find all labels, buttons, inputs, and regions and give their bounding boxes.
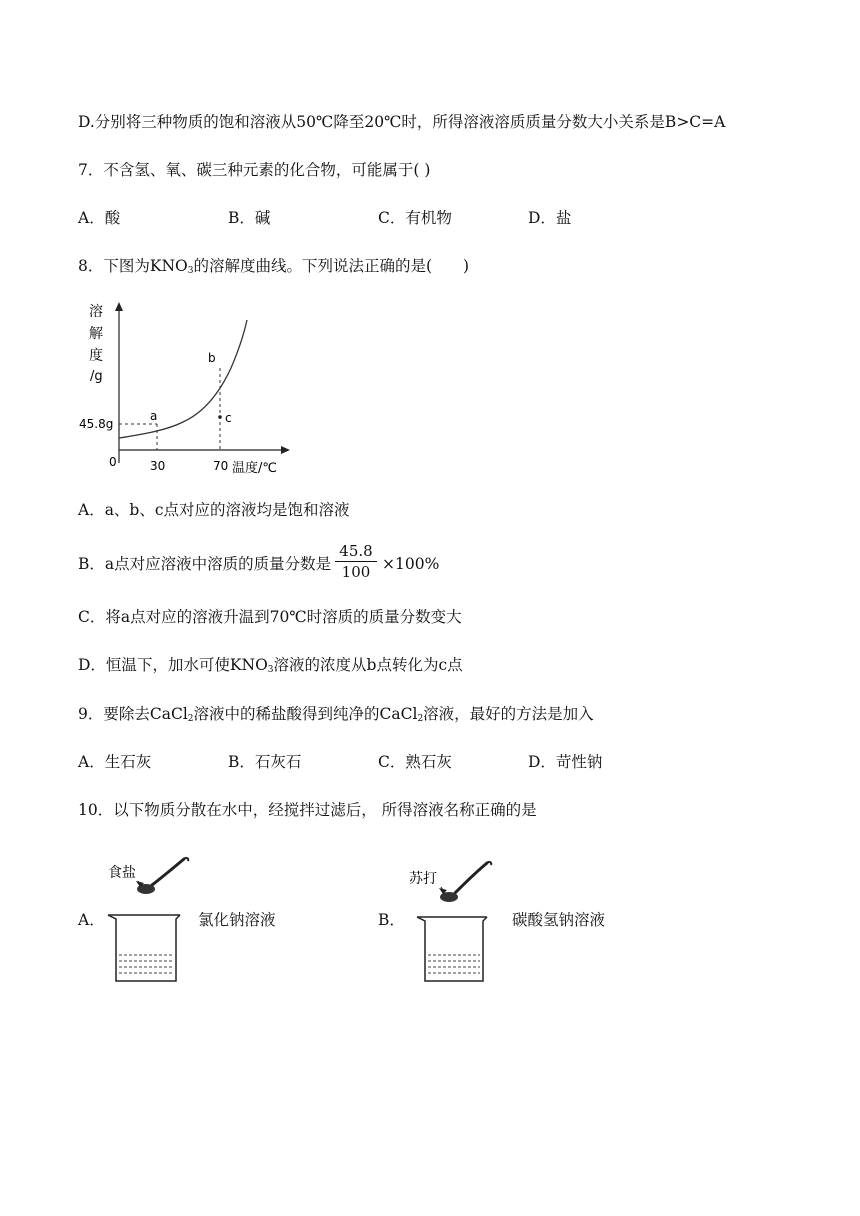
q8-option-d: D．恒温下，加水可使$KNO_3$溶液的浓度从b点转化为c点 xyxy=(78,656,463,675)
x-axis-arrow xyxy=(281,446,290,454)
q8-option-b-fraction xyxy=(335,542,377,581)
beaker-icon xyxy=(108,915,180,981)
q10-option-b-text: 碳酸氢钠溶液 xyxy=(512,911,606,929)
xlabel: 温度/℃ xyxy=(232,461,277,476)
ylabel-char-2: 解 xyxy=(89,326,103,342)
point-b-label: b xyxy=(208,351,216,365)
q7-option-c: C．有机物 xyxy=(378,209,452,227)
origin-label: 0 xyxy=(109,455,117,469)
q8-stem: 8．下图为$KNO_3$的溶解度曲线。下列说法正确的是( ) xyxy=(78,257,470,276)
q7-option-a: A．酸 xyxy=(78,209,121,227)
q7-option-b: B．碱 xyxy=(228,209,271,227)
fraction-bar xyxy=(335,561,377,562)
spoon-label-b: 苏打 xyxy=(409,871,437,887)
q8-option-c: C．将a点对应的溶液升温到70℃时溶质的质量分数变大 xyxy=(78,608,462,626)
ylabel-unit: /g xyxy=(90,369,103,384)
point-a-label: a xyxy=(150,409,158,423)
q9-stem: 9．要除去CaCl$_2$溶液中的稀盐酸得到纯净的CaCl$_2$溶液，最好的方法是加入 xyxy=(78,705,594,724)
point-c-label: c xyxy=(225,411,232,425)
point-c-dot xyxy=(218,415,222,419)
q6-option-d: D.分别将三种物质的饱和溶液从50℃降至20℃时，所得溶液溶质质量分数大小关系是B>C=A xyxy=(78,113,726,131)
q10-stem: 10．以下物质分散在水中，经搅拌过滤后， 所得溶液名称正确的是 xyxy=(78,801,537,819)
ylabel-char-1: 溶 xyxy=(89,304,103,320)
fraction-denominator: 100 xyxy=(341,563,371,581)
beaker-salt-illustration xyxy=(100,855,200,985)
q9-option-d: D．苛性钠 xyxy=(528,753,603,771)
ylabel-char-3: 度 xyxy=(89,348,103,364)
q8-option-a: A．a、b、c点对应的溶液均是饱和溶液 xyxy=(78,501,350,519)
q7-stem: 7．不含氢、氧、碳三种元素的化合物，可能属于( ) xyxy=(78,161,431,179)
ytick-45-8: 45.8g xyxy=(79,417,114,431)
xtick-70: 70 xyxy=(213,459,229,473)
y-axis-arrow xyxy=(115,302,123,311)
q7-option-d: D．盐 xyxy=(528,209,572,227)
q8-option-b-text: B．a点对应溶液中溶质的质量分数是 xyxy=(78,555,332,573)
beaker-icon xyxy=(417,917,487,981)
q10-option-a-letter: A． xyxy=(78,911,105,929)
q8-option-b-suffix: ×100% xyxy=(382,555,440,573)
xtick-30: 30 xyxy=(150,459,166,473)
fraction-numerator: 45.8 xyxy=(339,542,373,560)
q9-option-b: B．石灰石 xyxy=(228,753,302,771)
beaker-soda-illustration xyxy=(405,855,505,985)
spoon-label-a: 食盐 xyxy=(108,865,136,881)
q10-option-b-letter: B． xyxy=(378,911,405,929)
q9-option-c: C．熟石灰 xyxy=(378,753,452,771)
q10-option-a-text: 氯化钠溶液 xyxy=(198,911,276,929)
q9-option-a: A．生石灰 xyxy=(78,753,152,771)
kno3-solubility-chart xyxy=(75,298,305,476)
